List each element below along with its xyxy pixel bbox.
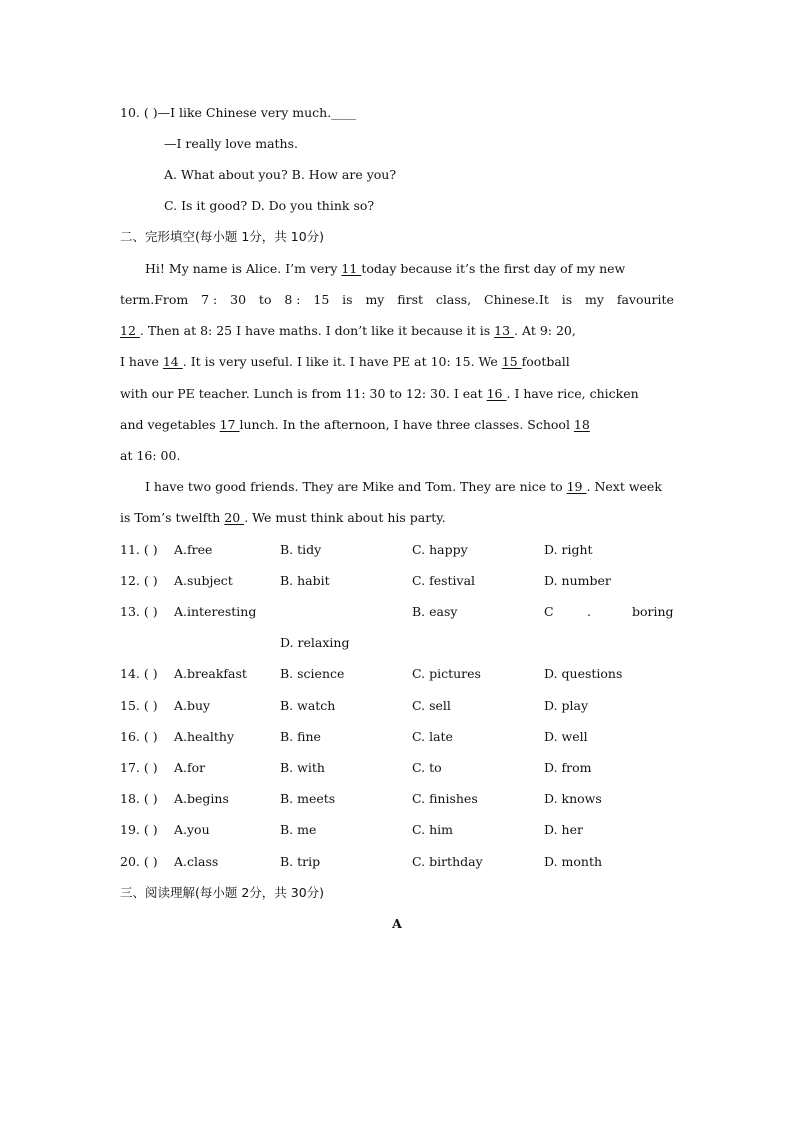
passage-line-2: term.From 7 : 30 to 8 : 15 is my first class, Chinese.It is my favourite bbox=[120, 292, 674, 307]
question-13-continued: D. relaxing bbox=[280, 635, 350, 650]
question-13: 13. ( ) A.interesting B. easy C . boring bbox=[120, 604, 674, 619]
q10-options-ab: A. What about you? B. How are you? bbox=[164, 167, 397, 182]
q10-prompt: 10. ( )—I like Chinese very much.____ bbox=[120, 105, 357, 120]
question-16: 16. ( ) A.healthy B. fine C. late D. well bbox=[120, 729, 588, 744]
question-20: 20. ( ) A.class B. trip C. birthday D. month bbox=[120, 854, 603, 869]
section-3-heading: 三、阅读理解(每小题 2分，共 30分) bbox=[120, 885, 325, 900]
q10-options-cd: C. Is it good? D. Do you think so? bbox=[164, 198, 375, 213]
question-15: 15. ( ) A.buy B. watch C. sell D. play bbox=[120, 698, 589, 713]
passage-line-1: Hi! My name is Alice. I’m very 11 today because it’s the first day of my new bbox=[145, 261, 626, 276]
blank-13: 13 bbox=[494, 323, 515, 338]
blank-11: 11 bbox=[341, 261, 362, 276]
blank-17: 17 bbox=[219, 417, 240, 432]
question-18: 18. ( ) A.begins B. meets C. finishes D. knows bbox=[120, 791, 602, 806]
passage-line-8: I have two good friends. They are Mike and Tom. They are nice to 19 . Next week bbox=[145, 479, 662, 494]
blank-15: 15 bbox=[501, 354, 522, 369]
passage-line-6: and vegetables 17 lunch. In the afternoon, I have three classes. School 18 bbox=[120, 417, 590, 432]
passage-line-4: I have 14 . It is very useful. I like it. I have PE at 10: 15. We 15 football bbox=[120, 354, 570, 369]
question-17: 17. ( ) A.for B. with C. to D. from bbox=[120, 760, 592, 775]
blank-20: 20 bbox=[224, 510, 245, 525]
passage-line-5: with our PE teacher. Lunch is from 11: 30 to 12: 30. I eat 16 . I have rice, chicken bbox=[120, 386, 639, 401]
section-2-heading: 二、完形填空(每小题 1分，共 10分) bbox=[120, 229, 325, 244]
blank-19: 19 bbox=[566, 479, 587, 494]
blank-12: 12 bbox=[120, 323, 140, 338]
passage-line-3: 12 . Then at 8: 25 I have maths. I don’t like it because it is 13 . At 9: 20, bbox=[120, 323, 576, 338]
question-19: 19. ( ) A.you B. me C. him D. her bbox=[120, 822, 583, 837]
q10-reply: —I really love maths. bbox=[164, 136, 298, 151]
question-12: 12. ( ) A.subject B. habit C. festival D. number bbox=[120, 573, 611, 588]
question-11: 11. ( ) A.free B. tidy C. happy D. right bbox=[120, 542, 593, 557]
blank-14: 14 bbox=[162, 354, 183, 369]
passage-a-label: A bbox=[392, 916, 402, 931]
passage-line-7: at 16: 00. bbox=[120, 448, 181, 463]
blank-16: 16 bbox=[486, 386, 507, 401]
passage-line-9: is Tom’s twelfth 20 . We must think about his party. bbox=[120, 510, 446, 525]
blank-18: 18 bbox=[573, 417, 590, 432]
question-14: 14. ( ) A.breakfast B. science C. pictures D. questions bbox=[120, 666, 623, 681]
